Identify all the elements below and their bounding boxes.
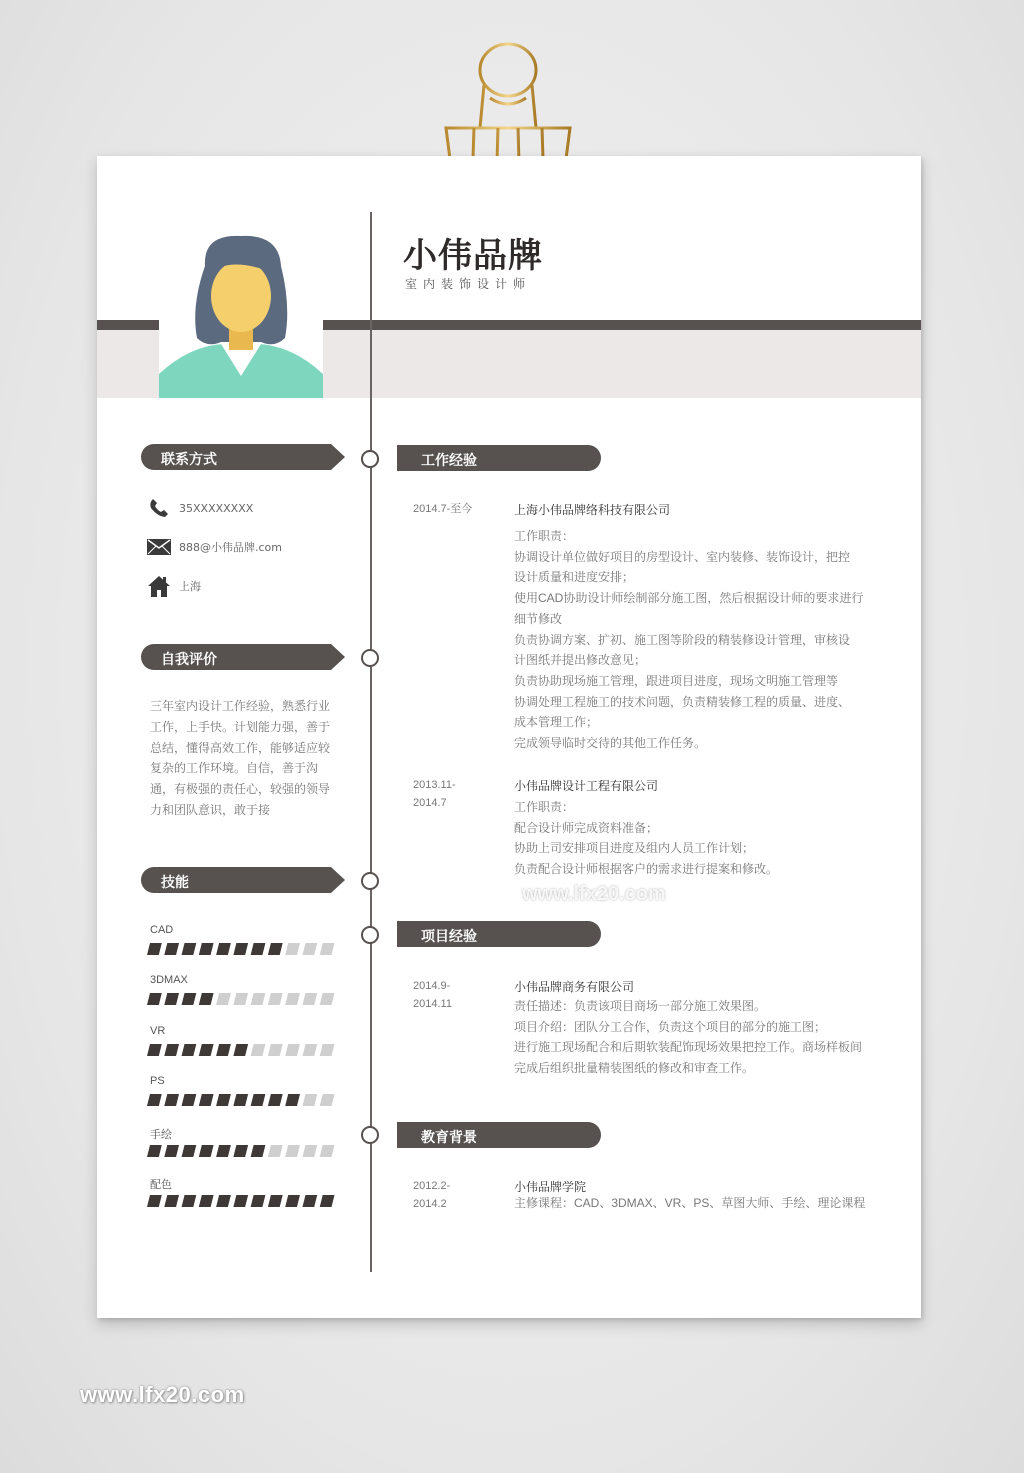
skill-segment-empty [302,1145,317,1157]
skill-segment-empty [302,1044,317,1056]
skill-segment-filled [216,1044,231,1056]
skill-segment-empty [320,1044,335,1056]
detail-line: 项目介绍：团队分工合作，负责这个项目的部分的施工图； [514,1019,827,1034]
skill-segment-empty [320,1145,335,1157]
skill-segment-filled [216,943,231,955]
skill-bar [147,1044,337,1056]
skill-segment-filled [199,1195,214,1207]
skill-segment-empty [268,1145,283,1157]
skill-bar [147,943,337,955]
page-title: 小伟品牌 [403,237,543,275]
project-1-details [514,996,886,1079]
phone-icon [147,497,171,519]
skill-segment-empty [216,993,231,1005]
section-title-project: 项目经验 [421,928,477,944]
education-1-school: 小伟品牌学院 [514,1180,587,1194]
skill-segment-filled [182,993,197,1005]
detail-line: 工作职责： [514,529,575,543]
skill-segment-filled [199,1094,214,1106]
skill-label: 配色 [150,1179,172,1191]
work-1-details [514,526,886,754]
skill-segment-filled [251,1195,266,1207]
section-title-work: 工作经验 [421,452,477,468]
home-icon [147,575,171,597]
paper-watermark: www.lfx20.com [522,883,666,905]
skill-segment-filled [164,1195,179,1207]
detail-line: 使用CAD协助设计师绘制部分施工图，然后根据设计师的要求进行 [514,591,864,606]
timeline-dot [361,1126,379,1144]
education-1-date: 2012.2-2014.2 [413,1180,451,1210]
skill-segment-empty [285,1044,300,1056]
detail-line: 计图纸并提出修改意见； [514,653,647,668]
detail-line: 负责协助现场施工管理，跟进项目进度，现场文明施工管理等 [514,673,839,688]
detail-line: 主修课程：CAD、3DMAX、VR、PS、草图大师、手绘、理论课程 [514,1196,866,1210]
timeline-dot [361,872,379,890]
detail-line: 配合设计师完成资料准备； [514,820,659,835]
contact-phone [147,497,253,519]
skill-segment-filled [268,1094,283,1106]
skill-segment-empty [302,1094,317,1106]
timeline-dot [361,649,379,667]
skill-bar [147,1195,337,1207]
mail-icon [147,536,171,558]
detail-line: 协调设计单位做好项目的房型设计、室内装修、装饰设计，把控 [514,549,851,564]
detail-line: 细节修改 [514,611,563,626]
skill-segment-filled [164,993,179,1005]
skill-bar [147,993,337,1005]
skill-segment-filled [233,943,248,955]
skill-segment-filled [147,1044,162,1056]
skill-bar [147,1145,337,1157]
detail-line: 设计质量和进度安排； [514,570,635,585]
detail-line: 责任描述：负责该项目商场一部分施工效果图。 [514,999,767,1013]
skill-segment-filled [233,1094,248,1106]
skill-segment-empty [251,993,266,1005]
avatar-illustration-icon [159,226,323,398]
skill-segment-filled [164,943,179,955]
section-tag-work [397,445,601,471]
work-2-details [514,797,886,880]
skill-segment-filled [182,1044,197,1056]
phone-value: 35XXXXXXXX [179,501,254,515]
contact-address [147,575,201,597]
skill-segment-empty [268,1044,283,1056]
skill-segment-filled [182,1094,197,1106]
skill-segment-filled [268,943,283,955]
avatar [159,226,323,398]
skill-segment-filled [285,1195,300,1207]
skill-segment-empty [285,993,300,1005]
skill-segment-filled [251,1145,266,1157]
skill-label: VR [150,1024,166,1037]
job-title: 室内装饰设计师 [405,277,532,291]
section-tag-project [397,921,601,947]
work-2-company: 小伟品牌设计工程有限公司 [514,779,659,793]
skill-segment-filled [164,1044,179,1056]
skill-segment-filled [147,993,162,1005]
skill-segment-filled [182,943,197,955]
skill-segment-filled [199,1044,214,1056]
skill-segment-empty [320,1094,335,1106]
skill-segment-filled [216,1195,231,1207]
section-title-self-eval: 自我评价 [161,651,217,667]
section-tag-education [397,1122,601,1148]
detail-line: 负责协调方案、扩初、施工图等阶段的精装修设计管理，审核设 [514,632,851,647]
skill-segment-filled [233,1145,248,1157]
skill-label: 3DMAX [150,974,188,987]
timeline-dot [361,450,379,468]
project-1-date: 2014.9-2014.11 [413,980,452,1010]
skill-segment-empty [251,1044,266,1056]
detail-line: 成本管理工作； [514,715,599,730]
skill-segment-filled [233,1044,248,1056]
skill-segment-filled [199,993,214,1005]
education-1-details [514,1193,886,1214]
work-1-date: 2014.7-至今 [413,503,473,515]
self-eval-text: 三年室内设计工作经验，熟悉行业工作，上手快。计划能力强，善于总结，懂得高效工作，能够适应较复杂的工作环境。自信，善于沟通，有极强的责任心，较强的领导力和团队意识，敢于接 [150,699,331,817]
address-value: 上海 [179,580,201,593]
skill-segment-empty [320,993,335,1005]
skill-label: PS [150,1075,165,1088]
skill-bar [147,1094,337,1106]
detail-line: 工作职责： [514,800,575,814]
detail-line: 协助上司安排项目进度及组内人员工作计划； [514,841,755,856]
email-value: 888@小伟品牌.com [179,541,282,554]
timeline-line [370,212,372,1272]
timeline-dot [361,926,379,944]
project-1-company: 小伟品牌商务有限公司 [514,980,635,994]
skill-segment-filled [302,1195,317,1207]
skill-segment-filled [164,1145,179,1157]
skill-segment-filled [216,1145,231,1157]
skill-segment-filled [268,1195,283,1207]
detail-line: 协调处理工程施工的技术问题，负责精装修工程的质量、进度、 [514,694,851,709]
skill-segment-filled [182,1145,197,1157]
skill-segment-filled [233,1195,248,1207]
skill-segment-filled [147,1094,162,1106]
contact-email [147,536,282,558]
skill-label: CAD [150,924,174,936]
skill-segment-filled [199,1145,214,1157]
skill-segment-empty [268,993,283,1005]
resume-paper [97,156,921,1318]
skill-segment-filled [164,1094,179,1106]
skill-segment-empty [320,943,335,955]
section-title-contact: 联系方式 [161,451,217,467]
skill-segment-filled [199,943,214,955]
work-2-date: 2013.11-2014.7 [413,779,456,809]
skill-label: 手绘 [150,1128,172,1141]
corner-watermark: www.lfx20.com [80,1382,245,1407]
skill-segment-filled [147,1195,162,1207]
detail-line: 进行施工现场配合和后期软装配饰现场效果把控工作。商场样板间 [514,1040,863,1055]
skill-segment-filled [216,1094,231,1106]
skill-segment-filled [320,1195,335,1207]
skill-segment-filled [147,943,162,955]
work-1-company: 上海小伟品牌络科技有限公司 [514,503,671,517]
detail-line: 完成领导临时交待的其他工作任务。 [514,736,707,751]
skill-segment-filled [251,943,266,955]
skill-segment-filled [182,1195,197,1207]
section-title-skills: 技能 [161,874,189,890]
detail-line: 负责配合设计师根据客户的需求进行提案和修改。 [514,862,779,877]
skill-segment-empty [285,943,300,955]
skill-segment-empty [233,993,248,1005]
skill-segment-empty [302,993,317,1005]
skill-segment-empty [302,943,317,955]
skill-segment-filled [251,1094,266,1106]
skill-segment-filled [147,1145,162,1157]
detail-line: 完成后组织批量精装图纸的修改和审查工作。 [514,1061,755,1076]
skill-segment-empty [285,1145,300,1157]
skill-segment-filled [285,1094,300,1106]
section-title-education: 教育背景 [421,1129,477,1145]
